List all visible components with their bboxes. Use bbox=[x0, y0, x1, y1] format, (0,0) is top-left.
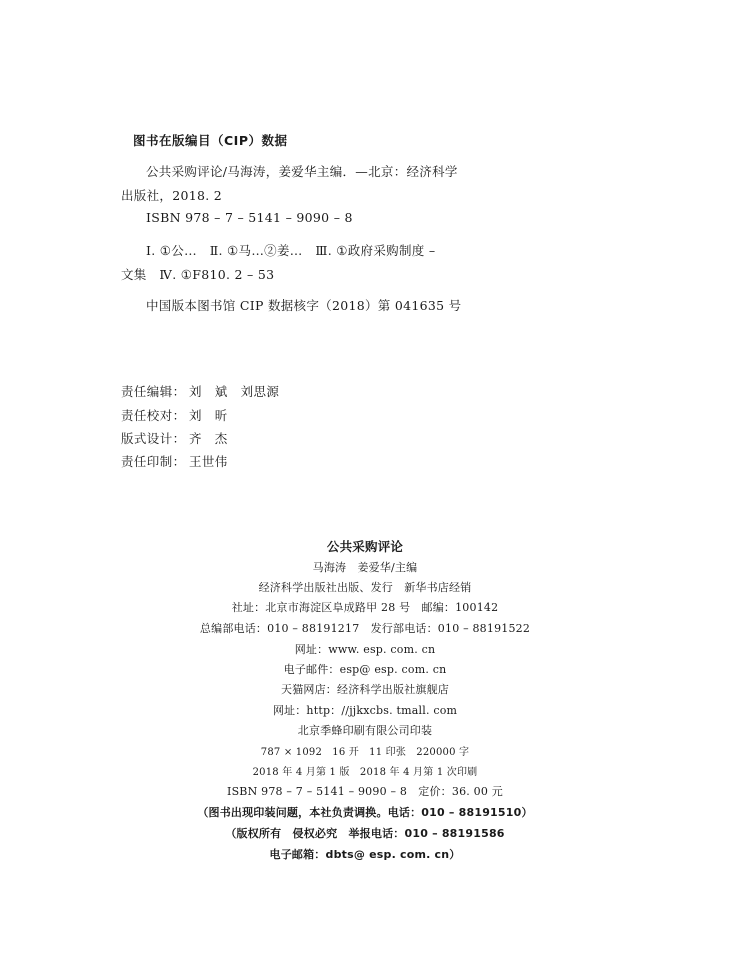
credit-value: 齐 杰 bbox=[189, 431, 228, 446]
colophon-editors: 马海涛 姜爱华/主编 bbox=[312, 561, 418, 574]
credit-printing bbox=[121, 452, 228, 470]
cip-subject-line: Ⅰ. ①公… Ⅱ. ①马…②姜… Ⅲ. ①政府采购制度 – bbox=[146, 243, 436, 258]
cip-bibliographic-line-cont: 出版社，2018. 2 bbox=[121, 188, 223, 203]
cip-bibliographic-line: 公共采购评论/马海涛，姜爱华主编．—北京：经济科学 bbox=[146, 164, 458, 179]
credit-value: 刘 昕 bbox=[189, 408, 228, 423]
credit-label: 责任编辑： bbox=[121, 384, 186, 399]
colophon-tmall-store: 天猫网店：经济科学出版社旗舰店 bbox=[281, 683, 449, 696]
colophon-notice-returns: （图书出现印装问题，本社负责调换。电话：010 – 88191510） bbox=[197, 806, 533, 819]
colophon-tmall-url: 网址：http：//jjkxcbs. tmall. com bbox=[272, 704, 458, 717]
credit-layout-design bbox=[121, 429, 228, 447]
credit-proofreader bbox=[121, 406, 228, 424]
colophon-publisher: 经济科学出版社出版、发行 新华书店经销 bbox=[258, 581, 472, 594]
colophon-notice-copyright: （版权所有 侵权必究 举报电话：010 – 88191586 bbox=[225, 827, 505, 840]
colophon-website: 网址：www. esp. com. cn bbox=[294, 643, 436, 656]
colophon-notice-email: 电子邮箱：dbts@ esp. com. cn） bbox=[269, 848, 461, 861]
colophon-isbn-price: ISBN 978 – 7 – 5141 – 9090 – 8 定价：36. 00 元 bbox=[227, 785, 503, 798]
colophon-printer: 北京季蜂印刷有限公司印装 bbox=[297, 724, 433, 737]
credit-editor bbox=[121, 382, 279, 400]
colophon-edition: 2018 年 4 月第 1 版 2018 年 4 月第 1 次印刷 bbox=[252, 767, 478, 778]
credit-value: 刘 斌 刘思源 bbox=[189, 384, 280, 399]
cip-isbn: ISBN 978 – 7 – 5141 – 9090 – 8 bbox=[146, 210, 353, 225]
colophon-email: 电子邮件：esp@ esp. com. cn bbox=[283, 663, 447, 676]
colophon-specs: 787 × 1092 16 开 11 印张 220000 字 bbox=[260, 747, 470, 758]
cip-record-number: 中国版本图书馆 CIP 数据核字（2018）第 041635 号 bbox=[146, 298, 462, 313]
cip-subject-line-cont: 文集 Ⅳ. ①F810. 2 – 53 bbox=[121, 267, 275, 282]
credit-label: 责任校对： bbox=[121, 408, 186, 423]
colophon-address: 社址：北京市海淀区阜成路甲 28 号 邮编：100142 bbox=[231, 601, 499, 614]
cip-heading: 图书在版编目（CIP）数据 bbox=[133, 133, 288, 148]
colophon-phones: 总编部电话：010 – 88191217 发行部电话：010 – 88191522 bbox=[199, 622, 531, 635]
credit-value: 王世伟 bbox=[189, 454, 228, 469]
credit-label: 责任印制： bbox=[121, 454, 186, 469]
colophon-title: 公共采购评论 bbox=[326, 539, 404, 554]
credit-label: 版式设计： bbox=[121, 431, 186, 446]
